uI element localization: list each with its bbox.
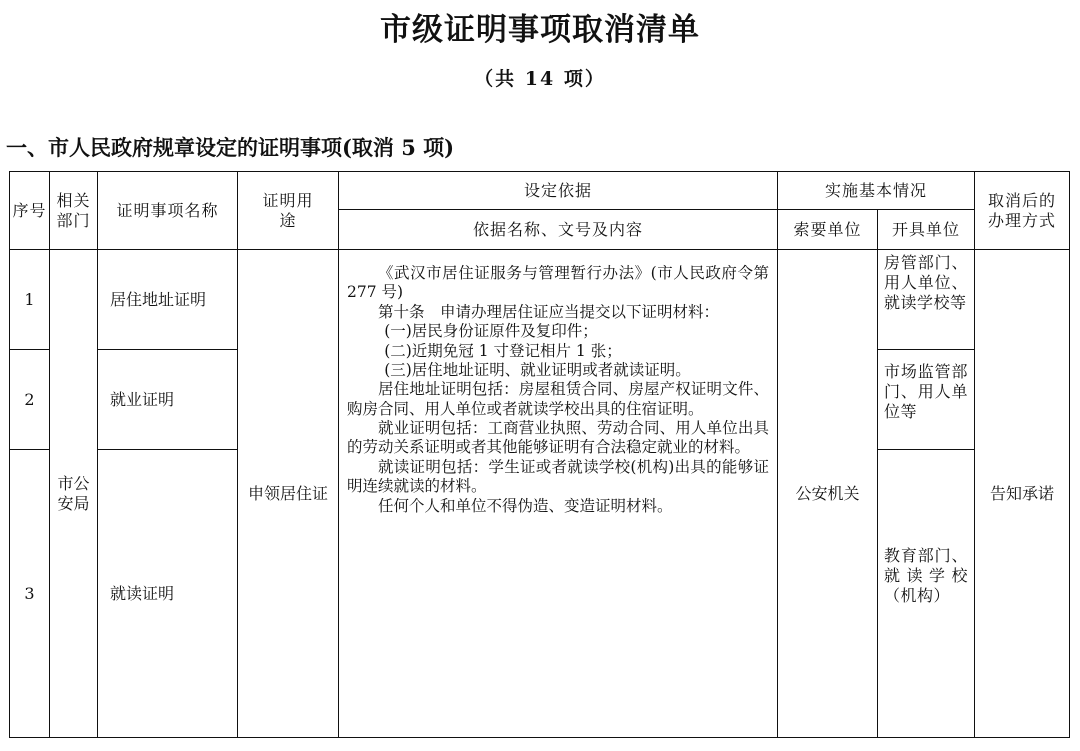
basis-paragraph: 任何个人和单位不得伪造、变造证明材料。 (378, 496, 673, 515)
basis-paragraph: 就读证明包括：学生证或者就读学校(机构)出具的能够证明连续就读的材料。 (347, 457, 769, 496)
basis-paragraph: 居住地址证明包括：房屋租赁合同、房屋产权证明文件、购房合同、用人单位或者就读学校出具的住宿证明。 (347, 380, 769, 418)
row-seq: 1 (10, 250, 50, 350)
requester-cell: 公安机关 (778, 250, 878, 738)
row-seq: 2 (10, 350, 50, 450)
header-usage: 证明用途 (238, 172, 339, 250)
row-item-name: 就读证明 (98, 450, 238, 738)
row-item-name: 就业证明 (98, 350, 238, 450)
dept-cell: 市公安局 (50, 250, 98, 738)
basis-paragraph: 《武汉市居住证服务与管理暂行办法》(市人民政府令第 277 号) (347, 264, 769, 302)
header-item-name: 证明事项名称 (98, 172, 238, 250)
basis-list-item: (三)居住地址证明、就业证明或者就读证明。 (384, 360, 691, 379)
after-cancel-cell: 告知承诺 (975, 250, 1070, 738)
page-title: 市级证明事项取消清单 (380, 12, 700, 48)
usage-cell: 申领居住证 (238, 250, 339, 738)
cancellation-table (9, 171, 1070, 738)
basis-list-item: (二)近期免冠 1 寸登记相片 1 张； (384, 341, 622, 360)
row-item-name: 居住地址证明 (98, 250, 238, 350)
header-seq: 序号 (10, 172, 50, 250)
basis-paragraph: 第十条 申请办理居住证应当提交以下证明材料： (378, 302, 720, 321)
row-seq: 3 (10, 450, 50, 738)
header-basis-detail: 依据名称、文号及内容 (339, 210, 778, 250)
page-subtitle: （共 14 项） (474, 68, 606, 90)
header-after-cancel: 取消后的办理方式 (975, 172, 1070, 250)
section-heading: 一、市人民政府规章设定的证明事项(取消 5 项) (6, 135, 455, 160)
header-requester: 索要单位 (778, 210, 878, 250)
basis-cell (339, 250, 778, 738)
header-impl-group: 实施基本情况 (778, 172, 975, 210)
row-issuer: 房管部门、用人单位、就读学校等 (878, 250, 975, 350)
table-row (10, 250, 1070, 350)
header-dept: 相关部门 (50, 172, 98, 250)
row-issuer: 市场监管部门、用人单位等 (878, 350, 975, 450)
row-issuer: 教育部门、就读学校（机构） (878, 450, 975, 738)
basis-list-item: (一)居民身份证原件及复印件； (384, 322, 598, 341)
header-issuer: 开具单位 (878, 210, 975, 250)
header-basis-group: 设定依据 (339, 172, 778, 210)
basis-paragraph: 就业证明包括：工商营业执照、劳动合同、用人单位出具的劳动关系证明或者其他能够证明有合法稳定就业的材料。 (347, 419, 769, 457)
